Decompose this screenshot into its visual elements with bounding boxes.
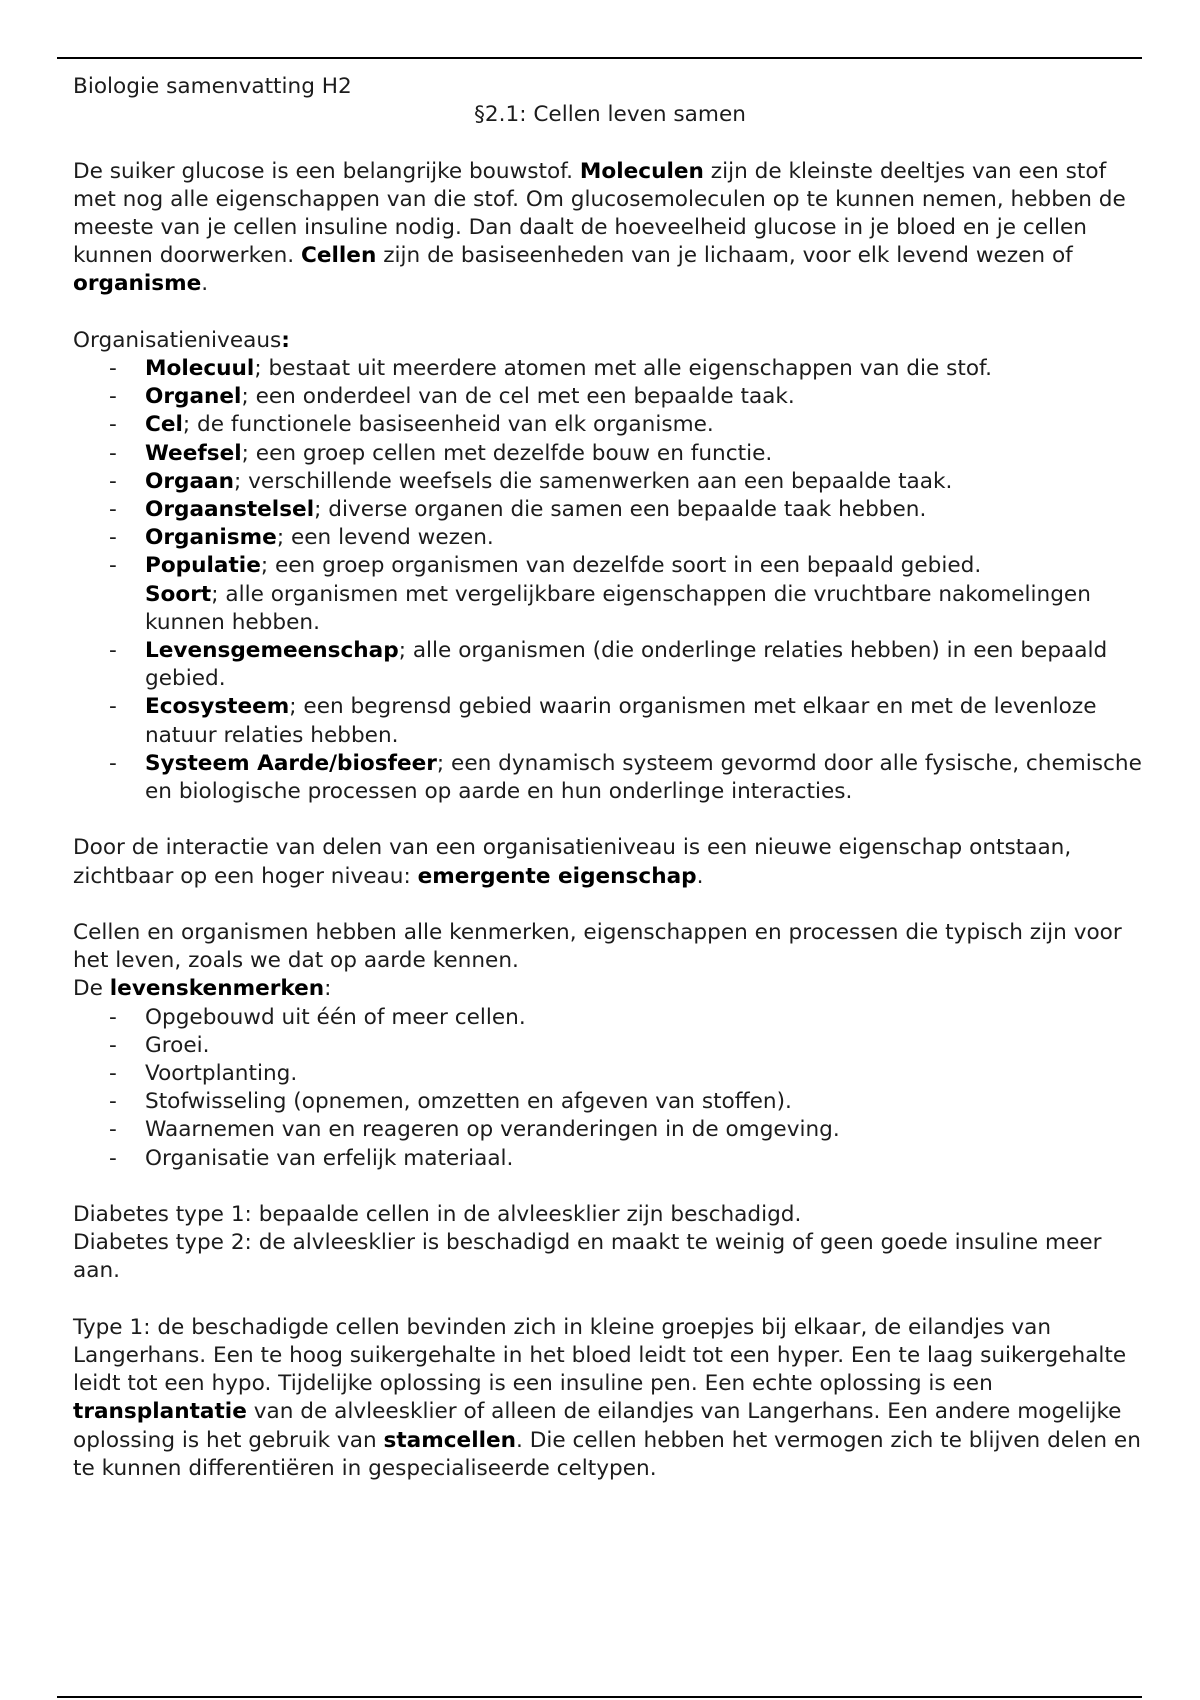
top-rule — [57, 57, 1142, 59]
diabetes-type2: Diabetes type 2: de alvleesklier is beschadigd en maakt te weinig of geen goede insuline meer aan. — [73, 1230, 1102, 1284]
list-item: - Voortplanting. — [145, 1060, 1153, 1088]
list-item: - Cel; de functionele basiseenheid van elk organisme. — [145, 411, 1153, 439]
bottom-rule — [57, 1696, 1142, 1698]
list-item: Soort; alle organismen met vergelijkbare eigenschappen die vruchtbare nakomelingen kunnen hebben. — [145, 581, 1091, 635]
spacer — [73, 806, 1153, 834]
spacer — [73, 299, 1153, 327]
levels-list — [73, 355, 1153, 806]
list-item: - Organel; een onderdeel van de cel met een bepaalde taak. — [145, 383, 1153, 411]
term-emergente-eigenschap: emergente eigenschap — [417, 863, 697, 889]
list-item: - Organisatie van erfelijk materiaal. — [145, 1145, 1153, 1173]
list-item: - Ecosysteem; een begrensd gebied waarin organismen met elkaar en met de levenloze natuur relaties hebben. — [145, 693, 1153, 749]
diabetes-type1: Diabetes type 1: bepaalde cellen in de alvleesklier zijn beschadigd. — [73, 1202, 802, 1228]
list-item: - Molecuul; bestaat uit meerdere atomen met alle eigenschappen van die stof. — [145, 355, 1153, 383]
life-label: De levenskenmerken: — [73, 976, 332, 1002]
emergent-paragraph: Door de interactie van delen van een organisatieniveau is een nieuwe eigenschap ontstaan, zichtbaar op een hoger niveau: emergente eigenschap. — [73, 835, 1072, 889]
term-stamcellen: stamcellen — [383, 1427, 517, 1453]
list-item: - Stofwisseling (opnemen, omzetten en afgeven van stoffen). — [145, 1088, 1153, 1116]
list-item: - Waarnemen van en reageren op veranderingen in de omgeving. — [145, 1116, 1153, 1144]
life-intro: Cellen en organismen hebben alle kenmerken, eigenschappen en processen die typisch zijn voor het leven, zoals we dat op aarde kennen. — [73, 920, 1122, 974]
intro-paragraph: De suiker glucose is een belangrijke bouwstof. Moleculen zijn de kleinste deeltjes van een stof met nog alle eigenschappen van die stof. Om glucosemoleculen op te kunnen nemen, hebben de meeste van je cellen insuline nodig. Dan daalt de hoeveelheid glucose in je bloed en je cellen kunnen doorwerken. Cellen zijn de basiseenheden van je lichaam, voor elk levend wezen of organisme. — [73, 158, 1126, 297]
list-item: - Orgaanstelsel; diverse organen die samen een bepaalde taak hebben. — [145, 496, 1153, 524]
list-item: - Groei. — [145, 1032, 1153, 1060]
list-item: - Weefsel; een groep cellen met dezelfde bouw en functie. — [145, 440, 1153, 468]
spacer — [73, 1173, 1153, 1201]
list-item: - Orgaan; verschillende weefsels die samenwerken aan een bepaalde taak. — [145, 468, 1153, 496]
spacer — [73, 1286, 1153, 1314]
list-item: - Systeem Aarde/biosfeer; een dynamisch systeem gevormd door alle fysische, chemische en biologische processen op aarde en hun onderlinge interacties. — [145, 750, 1153, 806]
document-body — [73, 73, 1153, 1483]
term-transplantatie: transplantatie — [73, 1399, 247, 1425]
list-item: - Populatie; een groep organismen van dezelfde soort in een bepaald gebied. — [145, 552, 1153, 580]
spacer — [73, 129, 1153, 157]
life-list — [73, 1004, 1153, 1173]
list-item: - Opgebouwd uit één of meer cellen. — [145, 1004, 1153, 1032]
section-title: §2.1: Cellen leven samen — [474, 102, 746, 128]
type1-paragraph: Type 1: de beschadigde cellen bevinden zich in kleine groepjes bij elkaar, de eilandjes van Langerhans. Een te hoog suikergehalte in het bloed leidt tot een hyper. Een te laag suikergehalte leidt tot een hypo. Tijdelijke oplossing is een insuline pen. Een echte oplossing is een transplantatie van de alvleesklier of alleen de eilandjes van Langerhans. Een andere mogelijke oplossing is het gebruik van stamcellen. Die cellen hebben het vermogen zich te blijven delen en te kunnen differentiëren in gespecialiseerde celtypen. — [73, 1314, 1141, 1481]
spacer — [73, 891, 1153, 919]
list-item: - Levensgemeenschap; alle organismen (die onderlinge relaties hebben) in een bepaald gebied. — [145, 637, 1153, 693]
document-title: Biologie samenvatting H2 — [73, 74, 352, 99]
levels-heading: Organisatieniveaus: — [73, 327, 290, 353]
list-item: - Organisme; een levend wezen. — [145, 524, 1153, 552]
term-cellen: Cellen — [301, 243, 377, 269]
term-organisme: organisme — [73, 271, 202, 297]
term-moleculen: Moleculen — [579, 158, 704, 184]
